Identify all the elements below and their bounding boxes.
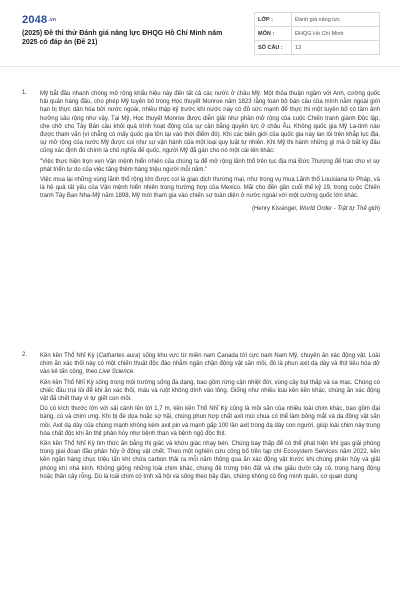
meta-label: MÔN : [255, 27, 292, 41]
page-title: (2025) Đề thi thử Đánh giá năng lực ĐHQG Hồ Chí Minh năm 2025 có đáp án (Đề 21) [22, 30, 223, 46]
meta-value: Đánh giá năng lực [292, 13, 380, 27]
source-name: Live Science [99, 369, 134, 376]
meta-row-count [255, 41, 380, 55]
text-run: ) sống khu vực từ miền nam Canada tới cực nam Nam Mỹ, chuyên ăn xác động vật. Loài chim ăn xác thối này có một chiến thuật độc đáo nhằm ngăn chặn động vật săn mồi, đó là phun axit dạ dày và thịt tiêu hóa dở vào kẻ tấn công, theo [40, 353, 380, 376]
passage-paragraph: Kền kền Thổ Nhĩ Kỳ sống trong môi trường sống đa dạng, bao gồm rừng cận nhiệt đới, vùng cây bụi thấp và sa mạc. Chúng có chiếc đầu trụi lủi để khi ăn xác thối, máu và ruột không dính vào lông. Giống như nhiều loài kền kền khác, chúng ăn xác động vật đã chết thay vì tự giết con mồi. [40, 379, 380, 403]
question-1 [22, 90, 382, 215]
text-run: . [133, 369, 135, 376]
citation-work: World Order - Trật tự Thế giới [299, 205, 378, 212]
meta-label: SỐ CÂU : [255, 41, 292, 55]
passage-citation [40, 205, 380, 213]
meta-row-subject [255, 27, 380, 41]
question-number: 2. [22, 352, 28, 358]
citation-end: ) [378, 205, 380, 212]
question-2 [22, 352, 382, 483]
meta-label: LỚP : [255, 13, 292, 27]
passage-paragraph [40, 352, 380, 377]
logo-main: 2048 [22, 14, 48, 26]
species-name: Cathartes aura [98, 353, 139, 359]
exam-meta-table [254, 12, 380, 55]
passage-paragraph: Việc mua lại những vùng lãnh thổ rộng lớn được coi là giao dịch thương mại, như trong vụ mua Lãnh thổ Louisiana từ Pháp, và là hệ quả tất yếu của Vận mệnh hiển nhiên trong trường hợp của Mexico. Mãi cho đến gần cuối thế kỷ 19, trong cuộc Chiến tranh Tây Ban Nha-Mỹ năm 1898, Mỹ mới tham gia vào chiến sự toàn diện ở nước ngoài với một cường quốc lớn khác. [40, 177, 380, 200]
question-passage [40, 90, 380, 213]
passage-quote: "Việc thực hiện trọn vẹn Vận mệnh hiển nhiên của chúng ta để mở rộng lãnh thổ trên lục địa mà Đức Thượng đế trao cho vì sự phát triển tự do của việc tăng thêm hàng triệu người mỗi năm." [40, 158, 380, 173]
meta-value: 13 [292, 41, 380, 55]
meta-row-class [255, 13, 380, 27]
passage-paragraph: Mỹ bắt đầu nhanh chóng mở rộng khẩu hiệu này đến tất cả các nước ở châu Mỹ. Một thỏa thuận ngầm với Anh, cường quốc hải quân hàng đầu, cho phép Mỹ tuyên bố trong Học thuyết Monroe năm 1823 rằng toàn bộ bán cầu của mình nằm ngoài giới hạn bị thực dân hóa bởi nước ngoài, nhiều thập kỷ trước khi nước này có đủ sức mạnh để thực thi một tuyên bố có tầm ảnh hưởng sâu rộng như vậy. Tại Mỹ, Học thuyết Monroe được diễn giải như phần mở rộng của cuộc Chiến tranh giành Độc lập, che chở cho Tây Bán cầu khỏi quá trình hoạt động của sự cân bằng quyền lực ở châu Âu. Không quốc gia Mỹ La-tinh nào được tham vấn (vì chẳng có mấy quốc gia tồn tại vào thời điểm đó). Khi các biên giới của quốc gia này lan lỏi trên khắp lục địa, sự mở rộng của nước Mỹ được coi như sự vận hành của một loại quy luật tự nhiên. Khi Mỹ thi hành những gì mà ở bất kỳ đâu cũng xác định đó chính là chủ nghĩa đế quốc, người Mỹ đã gán cho nó một cái tên khác: [40, 91, 380, 155]
meta-value: ĐHQG Hồ Chí Minh [292, 27, 380, 41]
logo-sub: .vn [48, 17, 57, 24]
site-logo[interactable] [22, 14, 56, 26]
text-run: Kền kền Thổ Nhĩ Kỳ ( [40, 353, 99, 359]
citation-author: (Henry Kissinger, [251, 205, 300, 212]
question-passage [40, 352, 380, 481]
page-header [0, 0, 400, 67]
passage-paragraph: Dù có kích thước lớn với sải cánh lên tới 1,7 m, kền kền Thổ Nhĩ Kỳ cũng là mồi săn của nhiều loài chim khác, bao gồm đại bàng, cú và chim ưng. Khi bị đe dọa hoặc sợ hãi, chúng phun hợp chất axit mùi chua có thể làm bỏng mắt và da động vật săn mồi. Axit dạ dày của chúng mạnh không kém axit pin và mạnh gấp 100 lần axit trong dạ dày con người, giúp loài chim này trung hòa chất độc khi ăn thịt phân hủy như bệnh than và bệnh ngộ độc thịt. [40, 406, 380, 437]
question-number: 1. [22, 90, 28, 96]
passage-paragraph: Kền kền Thổ Nhĩ Kỳ tìm thức ăn bằng thị giác và khứu giác nhạy bén. Chúng bay thấp để có thể phát hiện khí gas giải phóng trong giai đoạn đầu phân hủy ở động vật chết. Theo một nghiên cứu công bố trên tạp chí Ecosystem Services năm 2022, kền kền ngăn hàng chục triệu tấn khí chứa carbon thải ra mỗi năm thông qua ăn xác động vật trước khi chúng phân hủy và giải phóng khí nhà kính. Không giống những loài chim khác, chúng đẻ trứng trên đất và che giấu dưới cây cỏ, trong hang động hoặc thân cây rỗng. Dù là loài chim có tính xã hội và sống theo bầy đàn, chúng không có ổng minh quản, cơ quan dùng [40, 441, 380, 480]
